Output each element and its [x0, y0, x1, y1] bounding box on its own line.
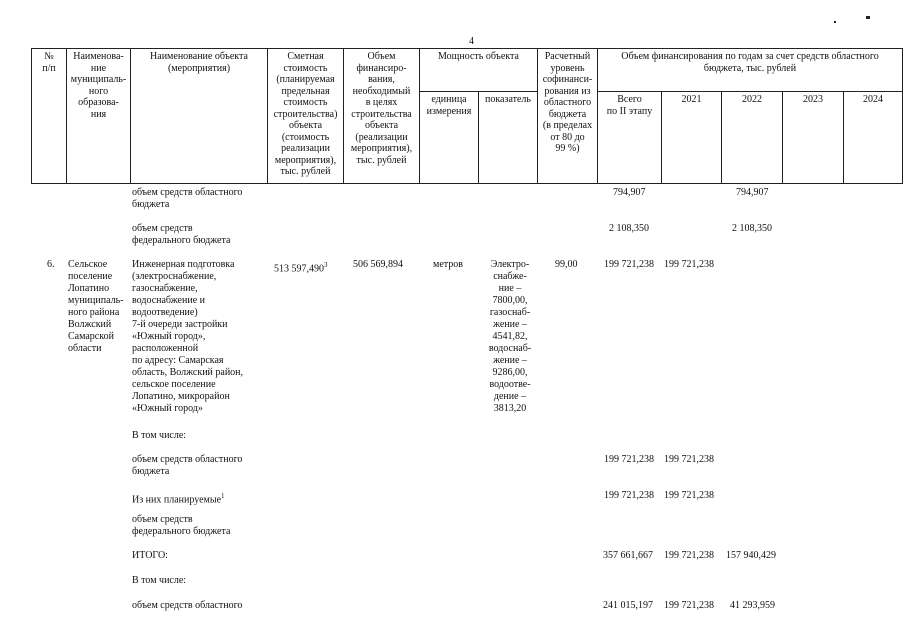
- header-financing-volume: Объем финансиро- вания, необходимый в целях строительства объекта (реализации мероприятия), тыс. рублей: [344, 49, 420, 184]
- header-capacity: Мощность объекта: [420, 49, 538, 92]
- row-2022: 2 108,350: [732, 223, 772, 234]
- row-total: 357 661,667: [603, 550, 653, 561]
- item-total: 199 721,238: [604, 259, 654, 270]
- row-label: Из них планируемые$^1$: [132, 492, 225, 506]
- row-2022: 41 293,959: [730, 600, 775, 611]
- item-number: 6.: [47, 259, 55, 270]
- row-label: объем средств федерального бюджета: [132, 223, 231, 246]
- item-object: Инженерная подготовка (электроснабжение, газоснабжение, водоснабжение и водоотведение) 7-й очереди застройки «Южный город», расположенной по адресу: Самарская область, Волжский район, сельское поселение Лопатино, микрорайон «Южный город»: [132, 259, 244, 414]
- row-total: 199 721,238: [604, 490, 654, 501]
- header-unit: единица измерения: [420, 92, 479, 184]
- header-year-2021: 2021: [662, 92, 722, 184]
- row-label: объем средств областного бюджета: [132, 187, 243, 210]
- item-municipality: Сельское поселение Лопатино муниципаль- ного района Волжский Самарской области: [68, 259, 124, 354]
- row-2021: 199 721,238: [664, 490, 714, 501]
- header-year-2022: 2022: [722, 92, 783, 184]
- item-financing: 506 569,894: [353, 259, 403, 270]
- item-2021: 199 721,238: [664, 259, 714, 270]
- row-label: объем средств областного: [132, 600, 243, 611]
- row-2022: 794,907: [736, 187, 769, 198]
- row-total: 241 015,197: [603, 600, 653, 611]
- row-label: В том числе:: [132, 430, 187, 441]
- row-total: 2 108,350: [609, 223, 649, 234]
- row-total: 794,907: [613, 187, 646, 198]
- row-2021: 199 721,238: [664, 550, 714, 561]
- item-unit: метров: [433, 259, 463, 270]
- item-cost: 513 597,490$^3$: [274, 261, 328, 275]
- scan-mark: [866, 16, 870, 19]
- row-2022: 157 940,429: [726, 550, 776, 561]
- header-object-name: Наименование объекта (мероприятия): [131, 49, 268, 184]
- item-indicator: Электро- снабже- ние – 7800,00, газоснаб- жение – 4541,82, водоснаб- жение – 9286,00, водоотве- дение – 3813,20: [488, 259, 532, 414]
- header-num: № п/п: [32, 49, 67, 184]
- table-header: [31, 48, 903, 184]
- header-total-stage2: Всего по II этапу: [598, 92, 662, 184]
- header-funding-by-year: Объем финансирования по годам за счет средств областного бюджета, тыс. рублей: [598, 49, 903, 92]
- row-total: 199 721,238: [604, 454, 654, 465]
- scan-mark: [834, 21, 836, 23]
- row-2021: 199 721,238: [664, 600, 714, 611]
- header-municipality: Наименова- ние муниципаль- ного образова- ния: [67, 49, 131, 184]
- row-label: объем средств федерального бюджета: [132, 514, 231, 537]
- row-label: В том числе:: [132, 575, 187, 586]
- header-year-2024: 2024: [844, 92, 903, 184]
- page-number: 4: [469, 36, 474, 47]
- row-label: ИТОГО:: [132, 550, 168, 561]
- row-2021: 199 721,238: [664, 454, 714, 465]
- header-year-2023: 2023: [783, 92, 844, 184]
- header-estimated-cost: Сметная стоимость (планируемая предельная стоимость строительства) объекта (стоимость реализации мероприятия), тыс. рублей: [268, 49, 344, 184]
- header-indicator: показатель: [479, 92, 538, 184]
- row-label: объем средств областного бюджета: [132, 454, 243, 477]
- header-cofinancing: Расчетный уровень софинанси- рования из областного бюджета (в пределах от 80 до 99 %): [538, 49, 598, 184]
- item-cofinancing: 99,00: [555, 259, 578, 270]
